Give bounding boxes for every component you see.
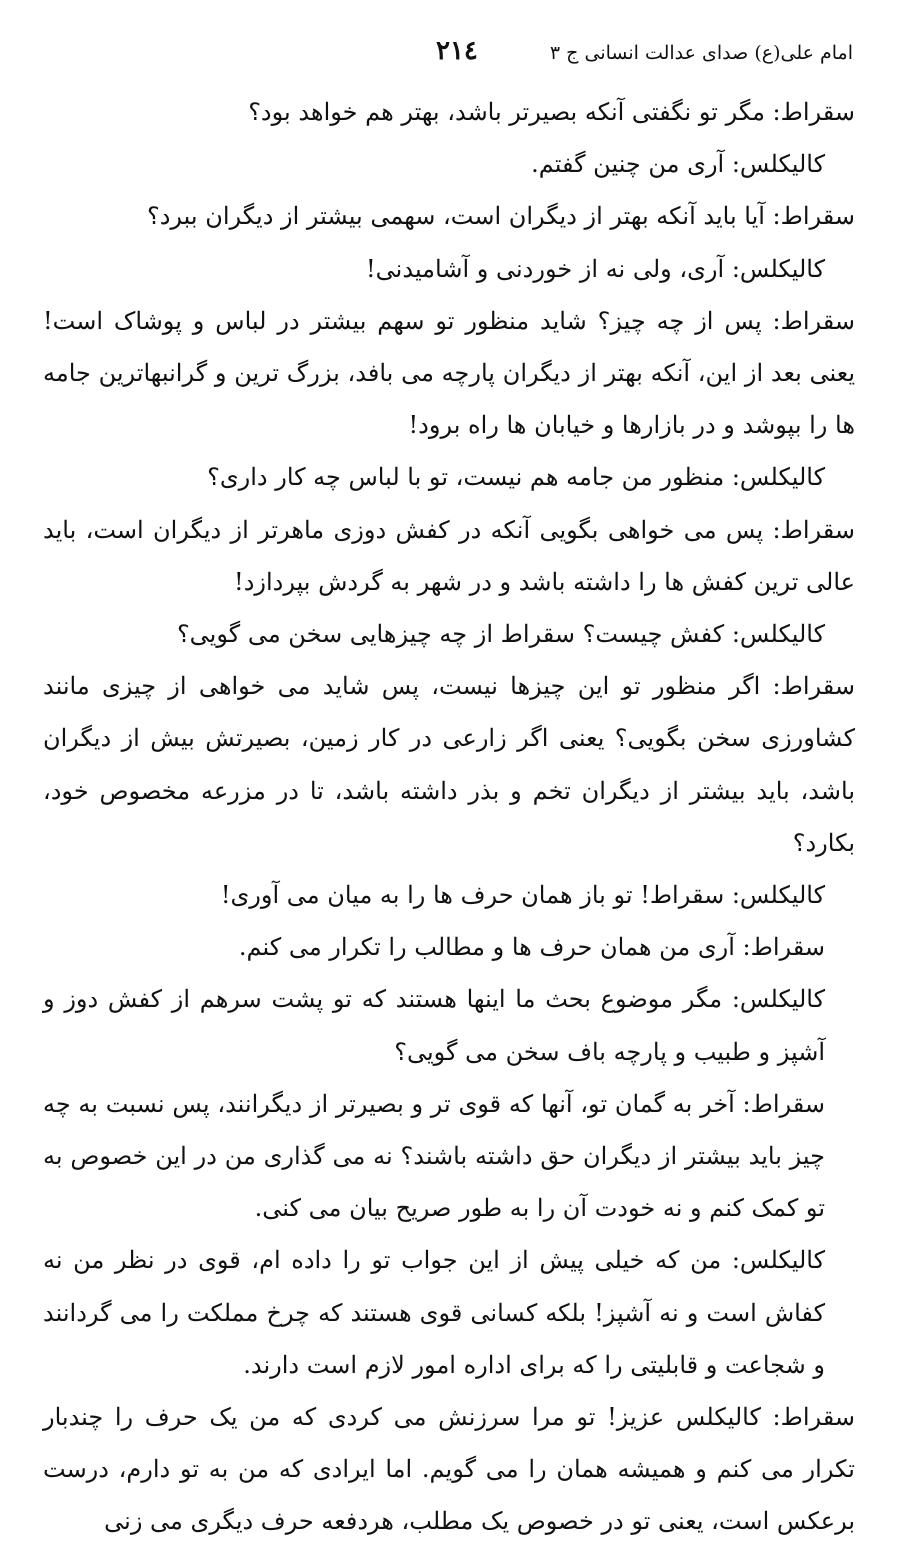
page-header bbox=[40, 36, 853, 76]
dialogue-paragraph: کالیکلس: آری، ولی نه از خوردنی و آشامیدنی! bbox=[366, 254, 825, 283]
dialogue-paragraph: کالیکلس: من که خیلی پیش از این جواب تو را داده ام، قوی در نظر من نه کفاش است و نه آشپز! بلکه کسانی قوی هستند که چرخ مملکت را می گردانند و شجاعت و قابلیتی را که برای اداره امور لازم است دارند. bbox=[43, 1246, 825, 1379]
dialogue-paragraph: سقراط: پس از چه چیز؟ شاید منظور تو سهم بیشتر در لباس و پوشاک است! یعنی بعد از این، آنکه بهتر از دیگران پارچه می بافد، بزرگ ترین و گرانبهاترین جامه ها را بپوشد و در بازارها و خیابان ها راه برود! bbox=[43, 306, 855, 440]
dialogue-paragraph: سقراط: کالیکلس عزیز! تو مرا سرزنش می کردی که من یک حرف را چندبار تکرار می کنم و همیشه همان را می گویم. اما ایرادی که من به تو دارم، درست برعکس است، یعنی تو در خصوص یک مطلب، هردفعه حرف دیگری می زنی bbox=[43, 1403, 855, 1536]
dialogue-paragraph: کالیکلس: آری من چنین گفتم. bbox=[531, 150, 825, 179]
page-number: ٢١٤ bbox=[436, 36, 478, 66]
running-title: امام علی(ع) صدای عدالت انسانی ج ٣ bbox=[549, 42, 853, 64]
dialogue-paragraph: سقراط: آخر به گمان تو، آنها که قوی تر و بصیرتر از دیگرانند، پس نسبت به چه چیز باید بیشتر از دیگران حق داشته باشند؟ نه می گذاری من در این خصوص به تو کمک کنم و نه خودت آن را به طور صریح بیان می کنی. bbox=[43, 1089, 825, 1223]
dialogue-paragraph: کالیکلس: سقراط! تو باز همان حرف ها را به میان می آوری! bbox=[220, 881, 825, 910]
dialogue-paragraph: سقراط: مگر تو نگفتی آنکه بصیرتر باشد، بهتر هم خواهد بود؟ bbox=[248, 98, 855, 126]
dialogue-paragraph: کالیکلس: منظور من جامه هم نیست، تو با لباس چه کار داری؟ bbox=[207, 463, 825, 492]
dialogue-paragraph: سقراط: اگر منظور تو این چیزها نیست، پس شاید می خواهی از چیزی مانند کشاورزی سخن بگویی؟ یعنی اگر زارعی در کار زمین، بصیرتش بیش از دیگران باشد، باید بیشتر از دیگران تخم و بذر داشته باشد، تا در مزرعه مخصوص خود، بکارد؟ bbox=[43, 672, 855, 857]
dialogue-paragraph: سقراط: آیا باید آنکه بهتر از دیگران است، سهمی بیشتر از دیگران ببرد؟ bbox=[147, 202, 855, 231]
dialogue-paragraph: سقراط: پس می خواهی بگویی آنکه در کفش دوزی ماهرتر از دیگران است، باید عالی ترین کفش ها را داشته باشد و در شهر به گردش بپردازد! bbox=[43, 515, 855, 596]
page-body bbox=[43, 86, 855, 1548]
dialogue-paragraph: کالیکلس: مگر موضوع بحث ما اینها هستند که تو پشت سرهم از کفش دوز و آشپز و طبیب و پارچه باف سخن می گویی؟ bbox=[43, 985, 825, 1066]
dialogue-paragraph: سقراط: آری من همان حرف ها و مطالب را تکرار می کنم. bbox=[238, 933, 825, 962]
dialogue-paragraph: کالیکلس: کفش چیست؟ سقراط از چه چیزهایی سخن می گویی؟ bbox=[176, 620, 825, 649]
